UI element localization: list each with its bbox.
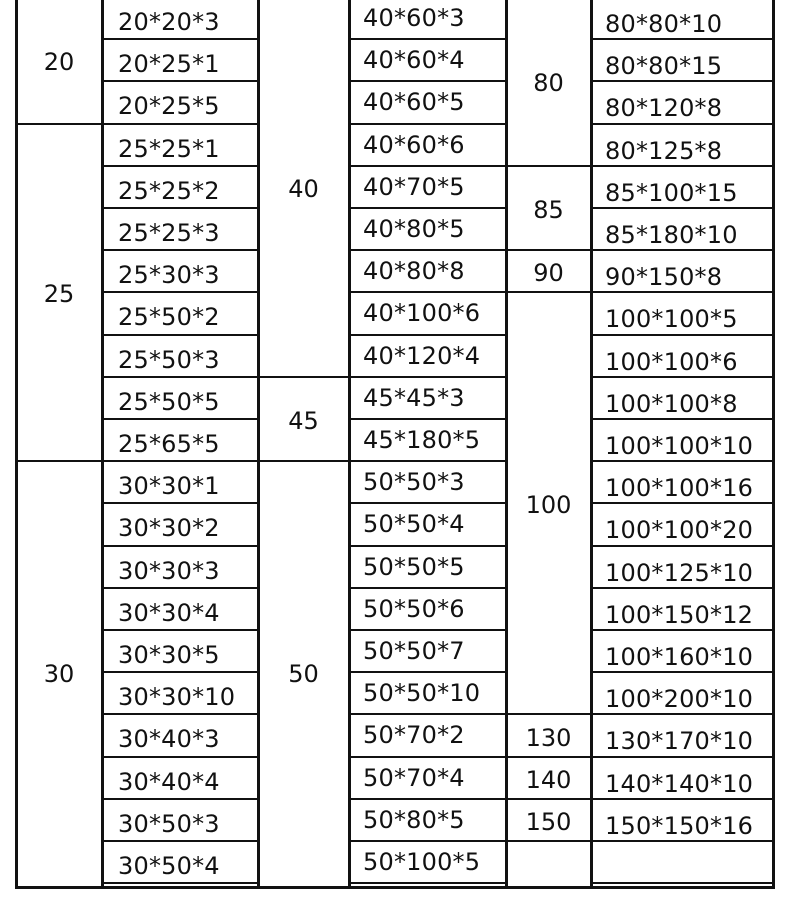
size-text: 100*100*5 <box>605 305 738 334</box>
size-cell <box>104 757 260 799</box>
size-cell <box>351 419 508 461</box>
size-cell <box>593 799 775 841</box>
size-text: 25*25*1 <box>118 134 220 163</box>
size-text: 80*120*8 <box>605 94 723 123</box>
size-cell <box>351 757 508 799</box>
size-cell <box>104 841 260 883</box>
size-cell <box>593 461 775 503</box>
size-text: 30*40*4 <box>118 767 220 796</box>
column-divider <box>772 0 775 888</box>
size-cell <box>593 419 775 461</box>
size-text: 140*140*10 <box>605 769 754 798</box>
size-text: 40*60*4 <box>363 46 465 75</box>
size-text: 50*70*4 <box>363 763 465 792</box>
column-divider <box>505 0 508 888</box>
table-bottom-border <box>15 886 775 889</box>
size-cell <box>351 377 508 419</box>
size-text: 100*100*6 <box>605 347 738 376</box>
size-cell <box>351 335 508 377</box>
size-cell <box>351 588 508 630</box>
size-text: 40*60*5 <box>363 88 465 117</box>
size-cell <box>104 81 260 123</box>
size-text: 90*150*8 <box>605 263 723 292</box>
size-cell <box>351 503 508 545</box>
size-text: 30*50*3 <box>118 809 220 838</box>
group-label: 25 <box>43 280 75 309</box>
size-cell <box>104 672 260 714</box>
size-cell <box>593 0 775 39</box>
column-divider <box>15 0 18 888</box>
group-label: 20 <box>43 48 75 77</box>
size-text: 30*40*3 <box>118 725 220 754</box>
size-text: 40*120*4 <box>363 341 481 370</box>
size-cell <box>351 461 508 503</box>
size-cell <box>104 124 260 166</box>
size-cell <box>104 166 260 208</box>
size-text: 25*50*3 <box>118 345 220 374</box>
size-text: 40*60*6 <box>363 130 465 159</box>
group-label: 45 <box>288 407 319 435</box>
size-cell <box>593 630 775 672</box>
size-text: 30*30*2 <box>118 514 220 543</box>
size-cell <box>351 841 508 883</box>
group-label: 40 <box>288 174 319 203</box>
group-label: 140 <box>525 765 572 794</box>
size-text: 20*25*1 <box>118 50 220 79</box>
size-cell <box>104 292 260 334</box>
size-text: 20*20*3 <box>118 8 220 37</box>
size-text: 50*50*3 <box>363 468 465 497</box>
size-text: 80*125*8 <box>605 136 723 165</box>
size-cell <box>104 335 260 377</box>
group-label: 100 <box>525 491 572 520</box>
size-text: 100*100*16 <box>605 474 754 503</box>
size-cell <box>593 208 775 250</box>
size-cell <box>351 39 508 81</box>
size-cell <box>351 672 508 714</box>
size-cell <box>104 461 260 503</box>
size-cell <box>351 630 508 672</box>
size-cell <box>593 166 775 208</box>
size-text: 85*100*15 <box>605 178 738 207</box>
size-text: 50*50*10 <box>363 679 481 708</box>
size-text: 100*150*12 <box>605 600 754 629</box>
size-cell <box>351 81 508 123</box>
size-cell <box>593 377 775 419</box>
size-cell <box>104 630 260 672</box>
size-text: 25*25*2 <box>118 176 220 205</box>
size-cell <box>104 0 260 39</box>
size-text: 50*50*7 <box>363 637 465 666</box>
size-cell <box>593 292 775 334</box>
size-text: 40*70*5 <box>363 172 465 201</box>
size-text: 85*180*10 <box>605 221 738 250</box>
size-cell <box>104 377 260 419</box>
group-label: 130 <box>525 723 572 752</box>
row-divider <box>349 882 506 884</box>
row-divider <box>591 882 773 884</box>
size-text: 40*100*6 <box>363 299 481 328</box>
size-text: 40*80*8 <box>363 257 465 286</box>
size-text: 80*80*15 <box>605 52 723 81</box>
size-cell <box>593 124 775 166</box>
group-label: 90 <box>533 259 564 288</box>
size-cell <box>351 292 508 334</box>
column-divider <box>348 0 351 888</box>
size-cell <box>593 39 775 81</box>
size-text: 40*60*3 <box>363 4 465 33</box>
size-text: 80*80*10 <box>605 10 723 39</box>
size-cell <box>104 799 260 841</box>
size-cell <box>593 714 775 756</box>
size-text: 100*125*10 <box>605 558 754 587</box>
size-text: 45*180*5 <box>363 426 481 455</box>
size-text: 50*50*5 <box>363 552 465 581</box>
size-text: 30*30*3 <box>118 556 220 585</box>
size-text: 130*170*10 <box>605 727 754 756</box>
row-divider <box>102 882 258 884</box>
size-cell <box>104 419 260 461</box>
size-cell <box>593 588 775 630</box>
size-cell <box>104 546 260 588</box>
size-text: 50*70*2 <box>363 721 465 750</box>
size-cell <box>593 335 775 377</box>
size-cell <box>593 250 775 292</box>
size-cell <box>351 714 508 756</box>
size-text: 45*45*3 <box>363 383 465 412</box>
size-text: 100*100*10 <box>605 432 754 461</box>
size-text: 100*100*8 <box>605 389 738 418</box>
size-cell <box>104 503 260 545</box>
group-label: 30 <box>43 660 75 689</box>
size-text: 50*50*6 <box>363 594 465 623</box>
size-text: 30*30*1 <box>118 472 220 501</box>
size-cell <box>104 250 260 292</box>
size-cell <box>593 841 775 883</box>
column-divider <box>590 0 593 888</box>
size-cell <box>593 672 775 714</box>
size-cell <box>351 799 508 841</box>
group-label: 80 <box>533 69 564 98</box>
column-divider <box>257 0 260 888</box>
size-text: 50*50*4 <box>363 510 465 539</box>
size-text: 40*80*5 <box>363 215 465 244</box>
size-cell <box>351 124 508 166</box>
size-text: 30*30*5 <box>118 641 220 670</box>
size-cell <box>104 588 260 630</box>
size-text: 20*25*5 <box>118 92 220 121</box>
size-cell <box>351 208 508 250</box>
size-cell <box>104 714 260 756</box>
size-text: 50*100*5 <box>363 848 481 877</box>
size-cell <box>593 81 775 123</box>
size-cell <box>351 250 508 292</box>
size-cell <box>593 546 775 588</box>
size-cell <box>104 39 260 81</box>
size-text: 100*160*10 <box>605 643 754 672</box>
size-text: 25*25*3 <box>118 219 220 248</box>
size-cell <box>593 503 775 545</box>
size-cell <box>351 546 508 588</box>
group-label: 150 <box>525 807 572 836</box>
size-text: 50*80*5 <box>363 805 465 834</box>
size-text: 25*30*3 <box>118 261 220 290</box>
size-cell <box>351 0 508 39</box>
size-cell <box>104 208 260 250</box>
size-text: 30*30*4 <box>118 598 220 627</box>
size-text: 25*50*2 <box>118 303 220 332</box>
group-label: 50 <box>288 660 319 689</box>
size-text: 100*200*10 <box>605 685 754 714</box>
size-text: 150*150*16 <box>605 811 754 840</box>
size-text: 25*65*5 <box>118 430 220 459</box>
size-cell <box>593 757 775 799</box>
size-text: 25*50*5 <box>118 387 220 416</box>
column-divider <box>101 0 104 888</box>
group-label: 85 <box>533 196 564 224</box>
size-text: 30*50*4 <box>118 852 220 881</box>
size-text: 100*100*20 <box>605 516 754 545</box>
size-text: 30*30*10 <box>118 683 236 712</box>
size-cell <box>351 166 508 208</box>
